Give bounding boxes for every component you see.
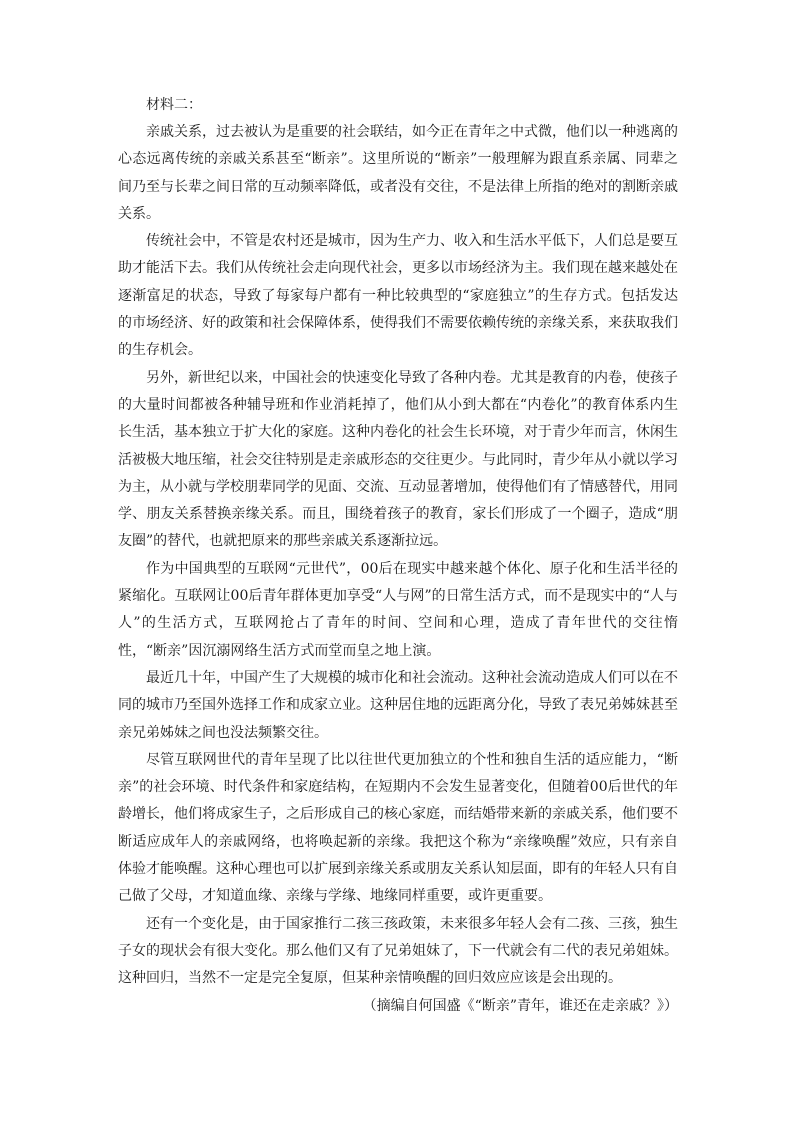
paragraph-3: 另外，新世纪以来，中国社会的快速变化导致了各种内卷。尤其是教育的内卷，使孩子的大量时间都被各种辅导班和作业消耗掉了，他们从小到大都在“内卷化”的教育体系内生长生活，基本独立于扩大化的家庭。这种内卷化的社会生长环境，对于青少年而言，休闲生活被极大地压缩，社会交往特别是走亲戚形态的交往更少。与此同时，青少年从小就以学习为主，从小就与学校朋辈同学的见面、交流、互动显著增加，使得他们有了情感替代，用同学、朋友关系替换亲缘关系。而且，围绕着孩子的教育，家长们形成了一个圈子，造成“朋友圈”的替代，也就把原来的那些亲戚关系逐渐拉远。	[118, 369, 678, 550]
paragraph-1: 亲戚关系，过去被认为是重要的社会联结，如今正在青年之中式微，他们以一种逃离的心态远离传统的亲戚关系甚至“断亲”。这里所说的“断亲”一般理解为跟直系亲属、同辈之间乃至与长辈之间日常的互动频率降低，或者没有交往，不是法律上所指的绝对的割断亲戚关系。	[118, 124, 678, 222]
paragraph-6: 尽管互联网世代的青年呈现了比以往世代更加独立的个性和独自生活的适应能力，“断亲”的社会环境、时代条件和家庭结构，在短期内不会发生显著变化，但随着00后世代的年龄增长，他们将成家生子，之后形成自己的核心家庭，而结婚带来新的亲戚关系，他们要不断适应成年人的亲戚网络，也将唤起新的亲缘。我把这个称为“亲缘唤醒”效应，只有亲自体验才能唤醒。这种心理也可以扩展到亲缘关系或朋友关系认知层面，即有的年轻人只有自己做了父母，才知道血缘、亲缘与学缘、地缘同样重要，或许更重要。	[118, 751, 678, 905]
paragraph-2: 传统社会中，不管是农村还是城市，因为生产力、收入和生活水平低下，人们总是要互助才能活下去。我们从传统社会走向现代社会，更多以市场经济为主。我们现在越来越处在逐渐富足的状态，导致了每家每户都有一种比较典型的“家庭独立”的生存方式。包括发达的市场经济、好的政策和社会保障体系，使得我们不需要依赖传统的亲缘关系，来获取我们的生存机会。	[118, 233, 678, 359]
paragraph-7: 还有一个变化是，由于国家推行二孩三孩政策，未来很多年轻人会有二孩、三孩，独生子女的现状会有很大变化。那么他们又有了兄弟姐妹了，下一代就会有二代的表兄弟姐妹。这种回归，当然不一定是完全复原，但某种亲情唤醒的回归效应应该是会出现的。	[118, 915, 678, 987]
paragraph-4: 作为中国典型的互联网“元世代”，00后在现实中越来越个体化、原子化和生活半径的紧缩化。互联网让00后青年群体更加享受“人与网”的日常生活方式，而不是现实中的“人与人”的生活方式，互联网抢占了青年的时间、空间和心理，造成了青年世代的交往惰性，“断亲”因沉溺网络生活方式而堂而皇之地上演。	[118, 560, 678, 659]
paragraph-5: 最近几十年，中国产生了大规模的城市化和社会流动。这种社会流动造成人们可以在不同的城市乃至国外选择工作和成家立业。这种居住地的远距离分化，导致了表兄弟姊妹甚至亲兄弟姊妹之间也没法频繁交往。	[118, 669, 678, 741]
document-page	[118, 92, 678, 1020]
source-citation: （摘编自何国盛《“断亲”青年，谁还在走亲戚？》）	[362, 997, 678, 1014]
material-heading: 材料二：	[146, 97, 202, 113]
